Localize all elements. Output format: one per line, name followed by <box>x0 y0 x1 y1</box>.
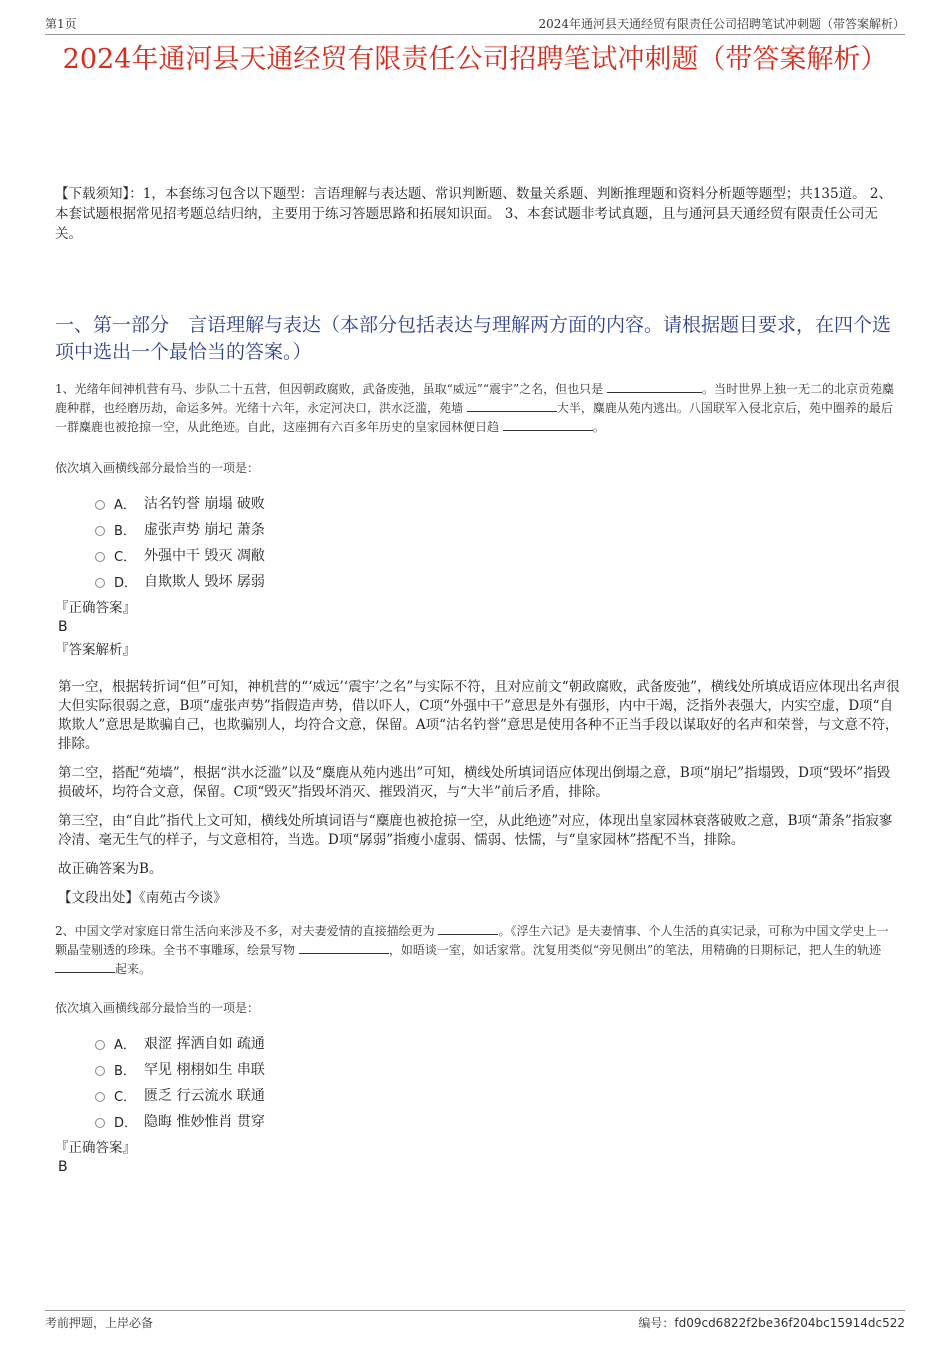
question-1-stem: 1、光绪年间神机营有马、步队二十五营，但因朝政腐败，武备废弛，虽取“威远”“震宇”之名，但也只是 。当时世界上独一无二的北京贡苑麋鹿种群，也经磨历劫，命运多舛。光绪十六年，永定河决口，洪水泛滥，苑墙 大半，麋鹿从苑内逃出。八国联军入侵北京后，苑中圈养的最后一群麋鹿也被抢掠一空，从此绝迹。自此，这座拥有六百多年历史的皇家园林便日趋 。 <box>55 382 895 434</box>
question-1-options <box>95 490 900 594</box>
answer-blank <box>467 400 557 412</box>
option-a[interactable]: A． 艰涩 挥洒自如 疏通 <box>95 1030 900 1056</box>
passage-source: 【文段出处】《南苑古今谈》 <box>58 890 227 906</box>
option-a[interactable]: A． 沽名钓誉 崩塌 破败 <box>95 490 900 516</box>
option-c[interactable]: C． 外强中干 毁灭 凋敝 <box>95 542 900 568</box>
correct-answer-label: 『正确答案』 <box>55 600 136 616</box>
option-c[interactable]: C． 匮乏 行云流水 联通 <box>95 1082 900 1108</box>
running-title: 2024年通河县天通经贸有限责任公司招聘笔试冲刺题（带答案解析） <box>538 17 905 31</box>
correct-answer: B <box>58 619 68 635</box>
analysis-paragraph: 第一空，根据转折词“但”可知，神机营的“‘威远’‘震宇’之名”与实际不符，且对应前文“朝政腐败，武备废弛”，横线处所填成语应体现出名声很大但实际很弱之意，B项“虚张声势”指假造声势，借以吓人，C项“外强中干”意思是外有强形，内中干竭，泛指外表强大，内实空虚，D项“自欺欺人”意思是欺骗自己，也欺骗别人，均符合文意，保留。A项“沽名钓誉”意思是使用各种不正当手段以谋取好的名声和荣誉，与文意不符，排除。 <box>58 679 900 752</box>
radio-icon[interactable] <box>95 500 105 510</box>
footer-slogan: 考前押题，上岸必备 <box>45 1316 154 1330</box>
option-b[interactable]: B． 虚张声势 崩圮 萧条 <box>95 516 900 542</box>
correct-answer-label: 『正确答案』 <box>55 1140 136 1156</box>
answer-blank <box>55 961 115 973</box>
option-d[interactable]: D． 隐晦 惟妙惟肖 贯穿 <box>95 1108 900 1134</box>
option-d[interactable]: D． 自欺欺人 毁坏 孱弱 <box>95 568 900 594</box>
radio-icon[interactable] <box>95 1092 105 1102</box>
radio-icon[interactable] <box>95 1066 105 1076</box>
radio-icon[interactable] <box>95 578 105 588</box>
page-footer <box>45 1310 905 1331</box>
question-1-prompt: 依次填入画横线部分最恰当的一项是： <box>55 461 260 475</box>
analysis-paragraph: 第二空，搭配“苑墙”，根据“洪水泛滥”以及“麋鹿从苑内逃出”可知，横线处所填词语应体现出倒塌之意，B项“崩圮”指塌毁，D项“毁坏”指毁损破坏，均符合文意，保留。C项“毁灭”指毁坏消灭、摧毁消灭，与“大半”前后矛盾，排除。 <box>58 765 891 800</box>
option-b[interactable]: B． 罕见 栩栩如生 串联 <box>95 1056 900 1082</box>
correct-answer: B <box>58 1159 68 1175</box>
question-list <box>55 380 900 1176</box>
answer-blank <box>438 923 498 935</box>
question-2-stem: 2、中国文学对家庭日常生活向来涉及不多，对夫妻爱情的直接描绘更为 。《浮生六记》是夫妻情事、个人生活的真实记录，可称为中国文学史上一颗晶莹剔透的珍珠。全书不事雕琢，绘景写物 ，如晤谈一室，如话家常。沈复用类似“旁见侧出”的笔法，用精确的日期标记，把人生的轨迹 起来。 <box>55 924 889 976</box>
analysis-paragraph: 第三空，由“自此”指代上文可知，横线处所填词语与“麋鹿也被抢掠一空，从此绝迹”对应，体现出皇家园林衰落破败之意，B项“萧条”指寂寥冷清、毫无生气的样子，与文意相符，当选。D项“孱弱”指瘦小虚弱、懦弱、怯懦，与“皇家园林”搭配不当，排除。 <box>58 813 893 848</box>
analysis-conclusion: 故正确答案为B。 <box>58 861 163 877</box>
radio-icon[interactable] <box>95 526 105 536</box>
question-2-prompt: 依次填入画横线部分最恰当的一项是： <box>55 1001 260 1015</box>
document-title: 2024年通河县天通经贸有限责任公司招聘笔试冲刺题（带答案解析） <box>62 44 888 75</box>
answer-blank <box>607 381 702 393</box>
radio-icon[interactable] <box>95 1040 105 1050</box>
page-header <box>45 12 905 35</box>
analysis-label: 『答案解析』 <box>55 642 136 658</box>
answer-blank <box>503 419 593 431</box>
document-id: 编号：fd09cd6822f2be36f204bc15914dc522 <box>638 1316 905 1330</box>
question-1 <box>55 380 900 908</box>
question-2-options <box>95 1030 900 1134</box>
radio-icon[interactable] <box>95 1118 105 1128</box>
question-2 <box>55 922 900 1176</box>
radio-icon[interactable] <box>95 552 105 562</box>
answer-blank <box>299 942 389 954</box>
page-number: 第1页 <box>45 17 77 31</box>
download-notice: 【下载须知】：1，本套练习包含以下题型：言语理解与表达题、常识判断题、数量关系题、判断推理题和资料分析题等题型；共135道。 2、本套试题根据常见招考题总结归纳，主要用于练习答题思路和拓展知识面。 3、本套试题非考试真题，且与通河县天通经贸有限责任公司无关。 <box>55 186 892 242</box>
section-title: 一、第一部分 言语理解与表达（本部分包括表达与理解两方面的内容。请根据题目要求，在四个选项中选出一个最恰当的答案。） <box>55 314 892 363</box>
